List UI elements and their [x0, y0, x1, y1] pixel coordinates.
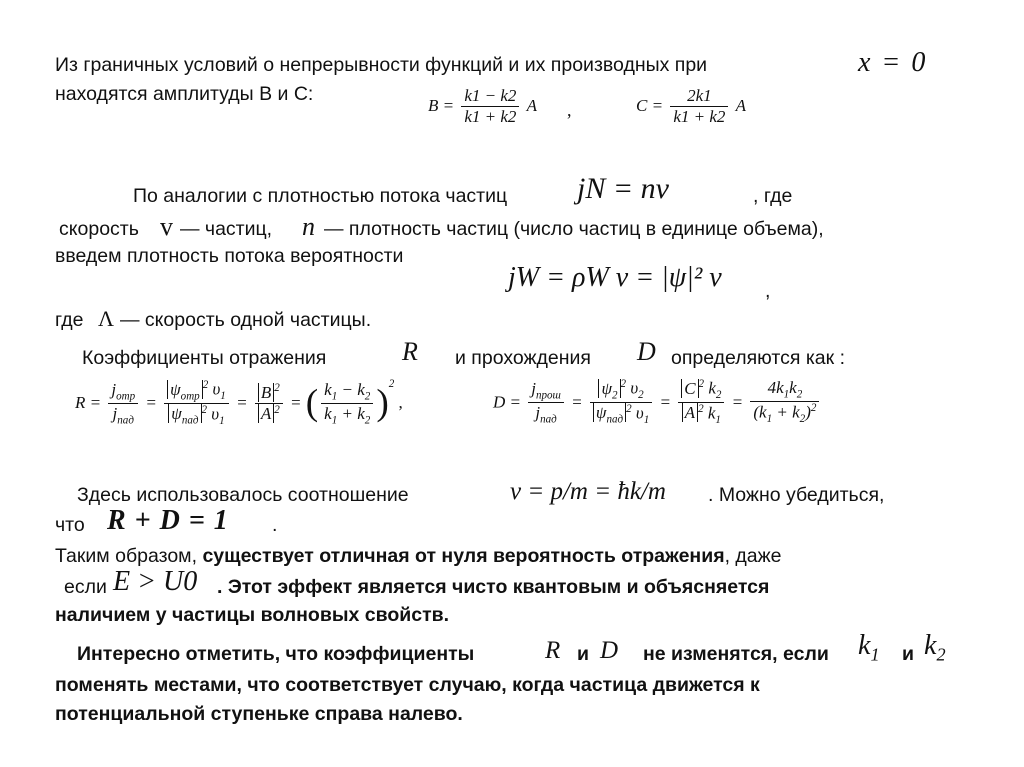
paragraph-line-8-c: определяются как : [671, 347, 845, 369]
formula-B [428, 86, 537, 126]
formula-B-rhs: A [526, 96, 538, 116]
formula-jW-comma: , [765, 280, 771, 302]
symbol-D-inline: D [600, 637, 619, 664]
paragraph-line-12-a: если [64, 576, 107, 598]
symbol-k1: $k_1$ [858, 630, 880, 665]
paragraph-line-3-end: , где [753, 185, 793, 207]
paragraph-line-14-b: и [577, 643, 589, 665]
paragraph-line-14-c: не изменятся, если [643, 643, 829, 665]
paragraph-line-8-b: и прохождения [455, 347, 591, 369]
paragraph-line-7-a: где [55, 309, 84, 331]
paragraph-line-9: Здесь использовалось соотношение [77, 484, 409, 506]
paragraph-line-5: введем плотность потока вероятности [55, 245, 404, 267]
formula-B-numerator: k1 − k2 [461, 86, 519, 107]
symbol-k2-sub: 2 [936, 644, 946, 665]
formula-R-plus-D: R + D = 1 [107, 505, 229, 536]
paragraph-line-10-end: . [272, 514, 278, 536]
symbol-lambda: Λ [98, 306, 114, 331]
paragraph-line-8-a: Коэффициенты отражения [82, 347, 327, 369]
paragraph-line-9-end: . Можно убедиться, [708, 484, 885, 506]
paragraph-line-4-a: скорость [59, 218, 139, 240]
paragraph-line-4-c: — плотность частиц (число частиц в единице объема), [324, 218, 824, 240]
formula-x-equals-zero: x = 0 [858, 47, 928, 78]
formula-C-rhs: A [735, 96, 747, 116]
formula-D-coefficient: D = $\frac{j_{прош}}{j_{пад}}$ = $\frac{\psi_2^2 \upsilon_2}{\psi_{пад}^2 \upsilon_1}$ = $\frac{C ^2 k_2}{A ^2 k_1}$ = $\frac{4k_1k_2}{(k_1 + k_2)^2}$ [493, 378, 822, 427]
paragraph-line-3: По аналогии с плотностью потока частиц [133, 185, 508, 207]
formula-jW: jW = ρW v = |ψ|² v [508, 262, 722, 293]
paragraph-line-11-c: , даже [724, 545, 782, 567]
formula-C-lhs: C = [636, 96, 664, 116]
symbol-k1-sub: 1 [870, 644, 880, 665]
formula-C [636, 86, 746, 126]
symbol-n: n [302, 212, 315, 241]
symbol-v: v [160, 212, 173, 241]
paragraph-line-11-bold: существует отличная от нуля вероятность отражения [202, 545, 725, 567]
paragraph-line-13: наличием у частицы волновых свойств. [55, 604, 450, 626]
formula-C-fraction [670, 86, 728, 126]
paragraph-line-14-d: и [902, 643, 914, 665]
symbol-R: R [402, 337, 418, 366]
formula-separator-comma: , [567, 100, 572, 120]
paragraph-line-2: находятся амплитуды B и C: [55, 83, 314, 105]
paragraph-line-15: поменять местами, что соответствует случаю, когда частица движется к [55, 674, 760, 696]
formula-E-greater-U0: E > U0 [113, 566, 198, 597]
formula-velocity-relation: v = p/m = ħk/m [510, 478, 666, 505]
symbol-R-inline: R [545, 637, 561, 664]
paragraph-line-11-a: Таким образом, [55, 545, 198, 567]
formula-C-denominator: k1 + k2 [673, 106, 726, 126]
formula-B-lhs: B = [428, 96, 455, 116]
paragraph-line-1: Из граничных условий о непрерывности функций и их производных при [55, 54, 708, 76]
paragraph-line-14-a: Интересно отметить, что коэффициенты [77, 643, 475, 665]
symbol-D: D [637, 337, 656, 366]
formula-B-fraction [461, 86, 519, 126]
paragraph-line-16: потенциальной ступеньке справа налево. [55, 703, 463, 725]
paragraph-line-12-b: . Этот эффект является чисто квантовым и объясняется [217, 576, 770, 598]
formula-R-coefficient: R = $\frac{j_{отр}}{j_{пад}}$ = $\frac{\psi_{отр}^2 \upsilon_1}{\psi_{пад}^2 \upsilon_1}$ = $\frac{B ^2}{A ^2}$ = ( $\frac{k_1 - k_2}{k_1 + k_2}$ )$^2$ , [75, 378, 403, 427]
formula-jN: jN = nv [577, 172, 669, 205]
symbol-k2: $k_2$ [924, 630, 946, 665]
paragraph-line-11 [55, 545, 782, 568]
paragraph-line-4-b: — частиц, [180, 218, 273, 240]
formula-B-denominator: k1 + k2 [464, 106, 517, 126]
paragraph-line-10: что [55, 514, 85, 536]
paragraph-line-7-b: — скорость одной частицы. [120, 309, 372, 331]
formula-C-numerator: 2k1 [670, 86, 728, 107]
